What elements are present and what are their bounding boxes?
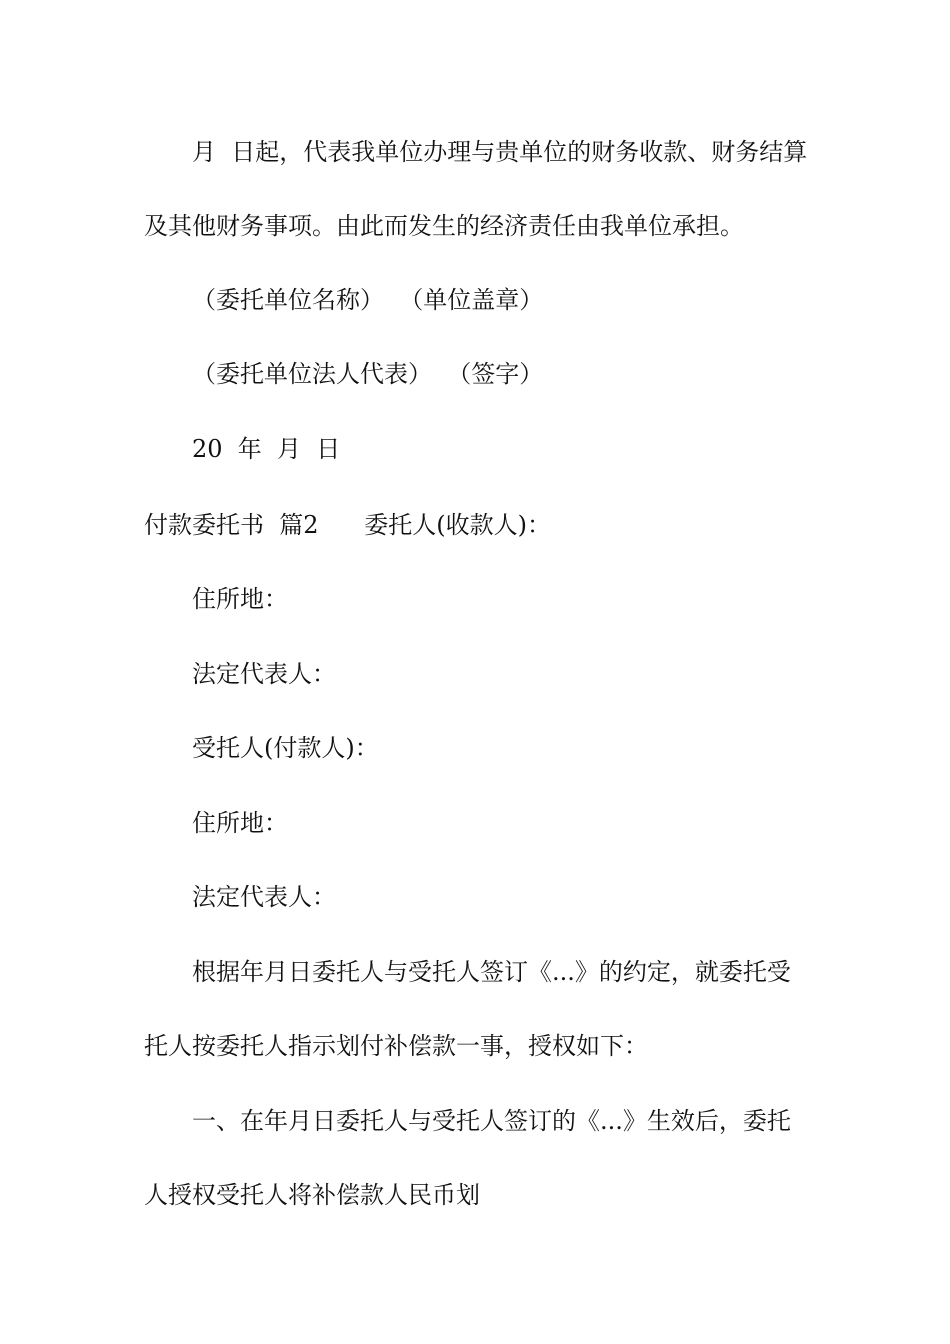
field-label-trustee: 受托人(付款人)： — [192, 734, 379, 762]
signature-line-representative: （委托单位法人代表） （签字） — [192, 360, 544, 388]
paragraph-line: 月 日起，代表我单位办理与贵单位的财务收款、财务结算 — [192, 138, 808, 166]
field-label-address: 住所地： — [192, 585, 288, 613]
section-heading: 付款委托书 篇2 委托人(收款人)： — [144, 511, 552, 539]
paragraph-line: 根据年月日委托人与受托人签订《...》的约定，就委托受 — [192, 958, 791, 986]
paragraph-line: 人授权受托人将补偿款人民币划 — [144, 1181, 480, 1209]
date-line: 20 年 月 日 — [192, 435, 341, 463]
field-label-address: 住所地： — [192, 809, 288, 837]
field-label-legal-rep: 法定代表人： — [192, 883, 336, 911]
paragraph-line: 一、在年月日委托人与受托人签订的《...》生效后，委托 — [192, 1107, 791, 1135]
signature-line-unit: （委托单位名称） （单位盖章） — [192, 286, 544, 314]
field-label-legal-rep: 法定代表人： — [192, 660, 336, 688]
paragraph-line: 及其他财务事项。由此而发生的经济责任由我单位承担。 — [144, 212, 744, 240]
paragraph-line: 托人按委托人指示划付补偿款一事，授权如下： — [144, 1032, 648, 1060]
